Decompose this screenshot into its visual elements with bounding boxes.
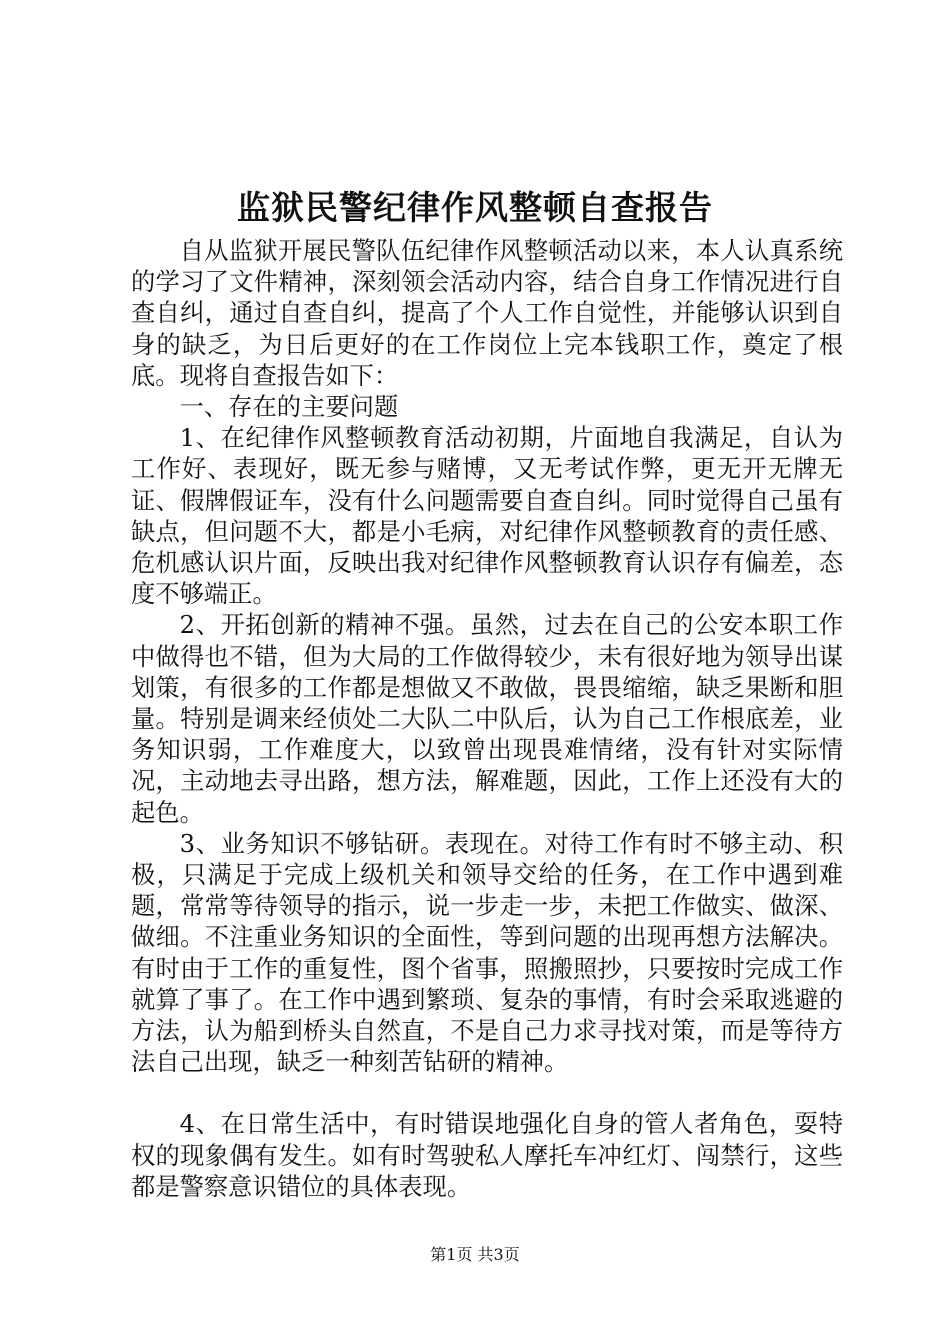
problem-paragraph-2: 2、开拓创新的精神不强。虽然，过去在自己的公安本职工作中做得也不错，但为大局的工作做得较少，未有很好地为领导出谋划策，有很多的工作都是想做又不敢做，畏畏缩缩，缺乏果断和胆量。特别是调来经侦处二大队二中队后，认为自己工作根底差，业务知识弱，工作难度大，以致曾出现畏难情绪，没有针对实际情况，主动地去寻出路，想方法，解难题，因此，工作上还没有大的起色。	[131, 610, 843, 827]
document-title: 监狱民警纪律作风整顿自查报告	[237, 188, 713, 227]
problem-paragraph-1: 1、在纪律作风整顿教育活动初期，片面地自我满足，自认为工作好、表现好，既无参与赌博，又无考试作弊，更无开无牌无证、假牌假证车，没有什么问题需要自查自纠。同时觉得自己虽有缺点，但问题不大，都是小毛病，对纪律作风整顿教育的责任感、危机感认识片面，反映出我对纪律作风整顿教育认识存有偏差，态度不够端正。	[131, 423, 843, 609]
intro-paragraph: 自从监狱开展民警队伍纪律作风整顿活动以来，本人认真系统的学习了文件精神，深刻领会活动内容，结合自身工作情况进行自查自纠，通过自查自纠，提高了个人工作自觉性，并能够认识到自身的缺乏，为日后更好的在工作岗位上完本钱职工作，奠定了根底。现将自查报告如下：	[131, 236, 843, 390]
problem-paragraph-3: 3、业务知识不够钻研。表现在。对待工作有时不够主动、积极，只满足于完成上级机关和领导交给的任务，在工作中遇到难题，常常等待领导的指示，说一步走一步，未把工作做实、做深、做细。不注重业务知识的全面性，等到问题的出现再想方法解决。有时由于工作的重复性，图个省事，照搬照抄，只要按时完成工作就算了事了。在工作中遇到繁琐、复杂的事情，有时会采取逃避的方法，认为船到桥头自然直，不是自己力求寻找对策，而是等待方法自己出现，缺乏一种刻苦钻研的精神。	[131, 828, 843, 1077]
page-footer: 第1页 共3页	[430, 1245, 520, 1264]
problem-paragraph-4: 4、在日常生活中，有时错误地强化自身的管人者角色，耍特权的现象偶有发生。如有时驾驶私人摩托车冲红灯、闯禁行，这些都是警察意识错位的具体表现。	[131, 1109, 843, 1201]
section-heading: 一、存在的主要问题	[179, 392, 399, 422]
document-body	[131, 235, 843, 1202]
